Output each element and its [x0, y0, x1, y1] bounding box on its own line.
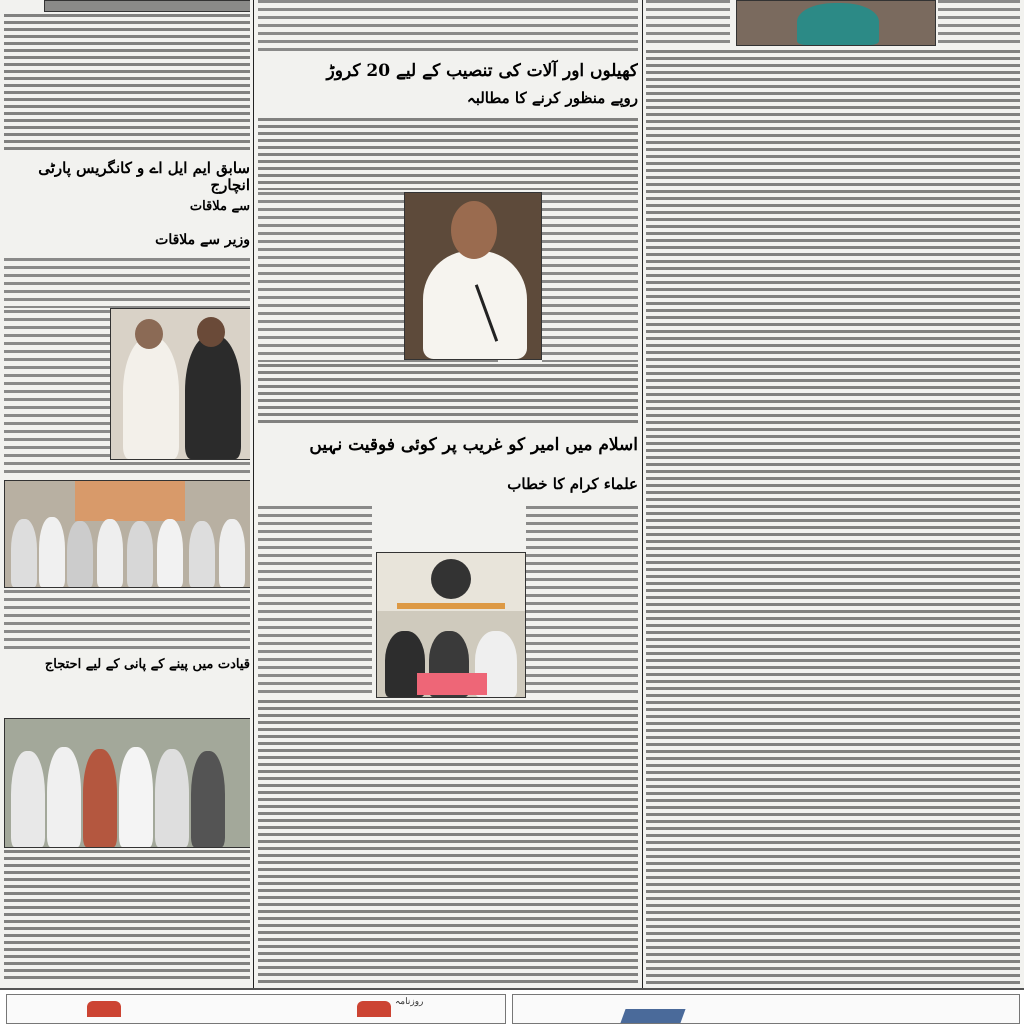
left-headline-4: قیادت میں پینے کے پانی کے لیے احتجاج [44, 657, 250, 672]
article-text-right-1b [938, 0, 1020, 46]
column-divider-1 [253, 0, 254, 990]
article-text-right-2 [646, 50, 1020, 986]
article-text-left-2 [4, 258, 250, 308]
article-text-left-5 [4, 590, 250, 650]
left-headline-1: سابق ایم ایل اے و کانگریس پارٹی انچارج [38, 159, 250, 195]
article-text-mid-5b [526, 506, 638, 696]
article-text-mid-2 [258, 118, 638, 190]
left-headline-3: وزیر سے ملاقات [155, 232, 250, 248]
column-divider-2 [642, 0, 643, 990]
masthead-label: روزنامہ [395, 997, 424, 1007]
article-text-mid-5 [258, 506, 372, 696]
article-text-mid-4 [258, 364, 638, 424]
woman-speaker-photo [736, 0, 936, 46]
speaker-photo [404, 192, 542, 360]
article-text-mid-1 [258, 0, 638, 56]
gathering-photo [376, 552, 526, 698]
article-text-left-1 [4, 14, 250, 154]
logo-mark-center [357, 1001, 391, 1017]
article-text-left-3 [4, 310, 110, 460]
article-text-mid-3b [542, 192, 638, 362]
article-text-right-1 [646, 0, 730, 46]
ad-banner-right [512, 994, 1020, 1024]
article-text-left-6 [4, 850, 250, 980]
middle-column [258, 0, 638, 990]
ad-banner-left [6, 994, 506, 1024]
mid-headline-3: اسلام میں امیر کو غریب پر کوئی فوقیت نہیں [309, 435, 638, 455]
group-photo-water-protest [4, 718, 250, 848]
footer-advertisements [0, 988, 1024, 1024]
article-text-mid-6 [258, 700, 638, 986]
group-photo-temple [4, 480, 250, 588]
ad-graphic-shape [620, 1009, 685, 1023]
mid-headline-1: کھیلوں اور آلات کی تنصیب کے لیے 20 کروڑ [326, 61, 638, 81]
left-column [4, 0, 250, 990]
right-column [646, 0, 1020, 990]
politicians-photo [110, 308, 250, 460]
logo-mark-left [87, 1001, 121, 1017]
mid-headline-2: روپے منظور کرنے کا مطالبہ [466, 89, 638, 107]
top-left-photo [44, 0, 250, 12]
mid-headline-4: علماء کرام کا خطاب [507, 475, 638, 493]
left-headline-2: سے ملاقات [189, 199, 250, 214]
article-text-left-4 [4, 462, 250, 476]
